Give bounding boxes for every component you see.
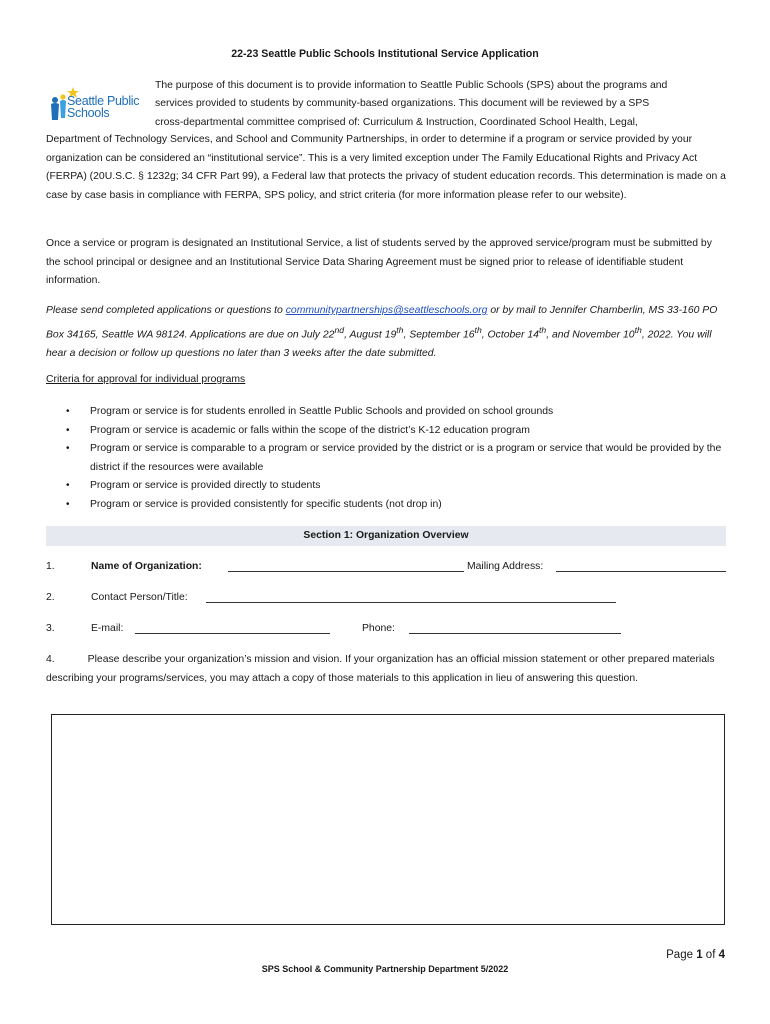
bullet-icon: • <box>66 406 70 417</box>
document-title: 22-23 Seattle Public Schools Institutional Service Application <box>231 48 539 60</box>
list-item <box>66 496 726 515</box>
page-total: 4 <box>718 949 725 961</box>
criteria-text: Program or service is provided consistently for specific students (not drop in) <box>90 498 442 510</box>
list-item <box>66 422 726 441</box>
phone-label: Phone: <box>362 623 395 634</box>
bullet-icon: • <box>66 443 70 455</box>
email-label: E-mail: <box>91 623 124 634</box>
criteria-text: Program or service is academic or falls within the scope of the district’s K-12 education program <box>90 424 530 436</box>
intro-continuation: Department of Technology Services, and School and Community Partnerships, in order to determine if a program or service provided by your organization can be considered an “institutional service”. This is a very limited exception under The Family Educational Rights and Privacy Act (FERPA) (20U.S.C. § 1232g; 34 CFR Part 99), a Federal law that protects the privacy of student education records. This determination is made on a case by case basis in compliance with FERPA, SPS policy, and strict criteria (for more information please refer to our website). <box>46 134 726 201</box>
section-1-header: Section 1: Organization Overview <box>46 526 726 546</box>
submission-text-6: , and November 10 <box>546 329 635 341</box>
submission-text-7: , 2022. You will hear a decision or follow up questions no later than 3 weeks after the date submitted. <box>46 329 712 359</box>
list-item <box>66 477 726 496</box>
field-row-2 <box>46 590 726 606</box>
list-item <box>66 403 726 422</box>
field-number: 3. <box>46 623 55 634</box>
page-number <box>666 949 725 961</box>
criteria-heading: Criteria for approval for individual programs <box>46 374 246 385</box>
page-footer: SPS School & Community Partnership Department 5/2022 <box>261 964 509 974</box>
page-prefix: Page <box>666 949 697 961</box>
email-link[interactable]: communitypartnerships@seattleschools.org <box>285 305 488 316</box>
criteria-text: Program or service is comparable to a program or service provided by the district or is a program or service that would be provided by the district if the resources were available <box>90 443 722 473</box>
contact-input[interactable] <box>206 590 616 603</box>
criteria-list <box>66 403 726 515</box>
mission-answer-box[interactable] <box>51 714 725 925</box>
submission-paragraph <box>46 302 726 363</box>
criteria-text: Program or service is for students enrolled in Seattle Public Schools and provided on school grounds <box>90 406 554 417</box>
submission-text-4: , September 16 <box>403 329 475 341</box>
sup-th-2: th <box>474 324 482 335</box>
list-item <box>66 440 726 477</box>
org-name-input[interactable] <box>228 559 464 572</box>
submission-text-1: Please send completed applications or questions to <box>46 305 286 316</box>
intro-line-1: The purpose of this document is to provide information to Seattle Public Schools (SPS) about the programs and <box>155 80 668 91</box>
designation-paragraph: Once a service or program is designated an Institutional Service, a list of students served by the approved service/program must be submitted by the school principal or designee and an Institutional Service Data Sharing Agreement must be signed prior to release of identifiable student information. <box>46 238 712 287</box>
sup-th-1: th <box>396 324 404 335</box>
email-input[interactable] <box>135 621 330 634</box>
org-name-label: Name of Organization: <box>91 561 202 572</box>
field-number: 4. <box>46 654 55 665</box>
phone-input[interactable] <box>409 621 621 634</box>
sup-th-3: th <box>538 324 547 335</box>
bullet-icon: • <box>66 480 70 492</box>
bullet-icon: • <box>66 498 70 510</box>
field-number: 1. <box>46 561 55 572</box>
sps-logo <box>46 84 150 124</box>
contact-label: Contact Person/Title: <box>91 592 188 603</box>
logo-line-2: Schools <box>67 106 110 120</box>
bullet-icon: • <box>66 424 70 436</box>
submission-text-5: , October 14 <box>481 329 539 341</box>
submission-text-2: or by mail to Jennifer Chamberlin, MS 33-160 PO Box 34165, Seattle WA 98124. Applications are due on July 22 <box>46 305 718 341</box>
mailing-address-input[interactable] <box>556 559 726 572</box>
intro-line-3: cross-departmental committee comprised of: Curriculum & Instruction, Coordinated School Health, Legal, <box>155 117 638 128</box>
criteria-text: Program or service is provided directly to students <box>90 480 321 492</box>
logo-line-1: Seattle Public <box>67 94 140 108</box>
question-4 <box>46 651 726 688</box>
intro-line-2: services provided to students by community-based organizations. This document will be reviewed by a SPS <box>155 98 650 109</box>
field-row-1 <box>46 559 726 575</box>
field-row-3 <box>46 621 726 637</box>
page-of: of <box>702 949 719 961</box>
sup-th-4: th <box>634 324 642 335</box>
question-4-text: Please describe your organization’s mission and vision. If your organization has an official mission statement or other prepared materials describing your programs/services, you may attach a copy of those materials to this application in lieu of answering this question. <box>46 654 715 684</box>
mailing-address-label: Mailing Address: <box>467 561 544 572</box>
logo-text <box>67 95 139 119</box>
submission-text-3: , August 19 <box>344 329 397 341</box>
page-current: 1 <box>696 949 703 961</box>
sup-nd: nd <box>334 324 345 335</box>
field-number: 2. <box>46 592 55 603</box>
